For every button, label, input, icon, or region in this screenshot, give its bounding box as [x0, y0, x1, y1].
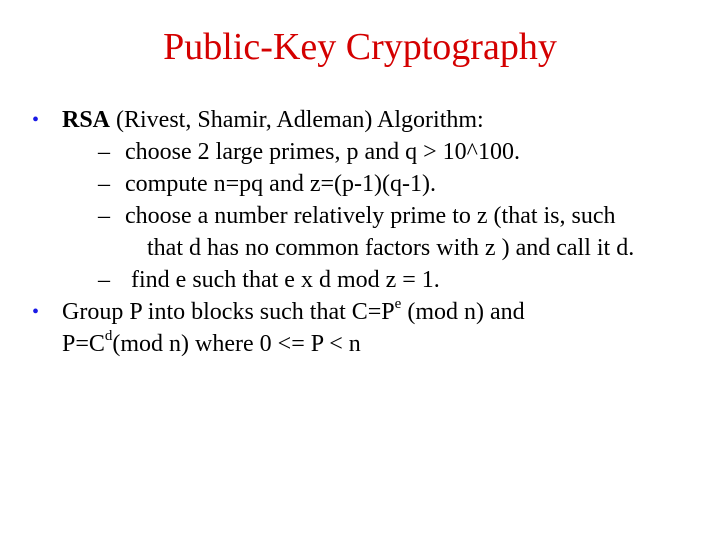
sub-item-text: find e such that e x d mod z = 1. [125, 267, 440, 293]
dash-icon: – [98, 203, 110, 229]
slide-body [0, 104, 720, 360]
group-text-a: Group P into blocks such that C=P [62, 299, 395, 325]
sub-item-find-e [0, 264, 720, 296]
decrypt-text-a: P=C [62, 331, 105, 357]
group-text-b: (mod n) and [401, 299, 525, 325]
bullet-dot-icon: • [32, 109, 40, 131]
bullet-dot-icon: • [32, 301, 40, 323]
dash-icon: – [98, 267, 110, 293]
sub-item-choose-d [0, 200, 720, 264]
superscript-d: d [104, 328, 113, 344]
sub-item-compute [0, 168, 720, 200]
dash-icon: – [98, 139, 110, 165]
bullet-rsa [0, 104, 720, 136]
rsa-label: RSA [62, 107, 111, 133]
sub-item-choose-primes [0, 136, 720, 168]
dash-icon: – [98, 171, 110, 197]
sub-item-text: choose a number relatively prime to z (that is, such [125, 203, 616, 229]
bullet-group-p [0, 296, 720, 360]
rsa-text: (Rivest, Shamir, Adleman) Algorithm: [110, 107, 484, 133]
superscript-e: e [394, 296, 402, 312]
slide-title: Public-Key Cryptography [163, 26, 557, 68]
sub-item-text-cont: that d has no common factors with z ) and call it d. [147, 235, 635, 261]
sub-item-text: compute n=pq and z=(p-1)(q-1). [125, 171, 436, 197]
decrypt-text-b: (mod n) where 0 <= P < n [112, 331, 361, 357]
sub-item-text: choose 2 large primes, p and q > 10^100. [125, 139, 520, 165]
